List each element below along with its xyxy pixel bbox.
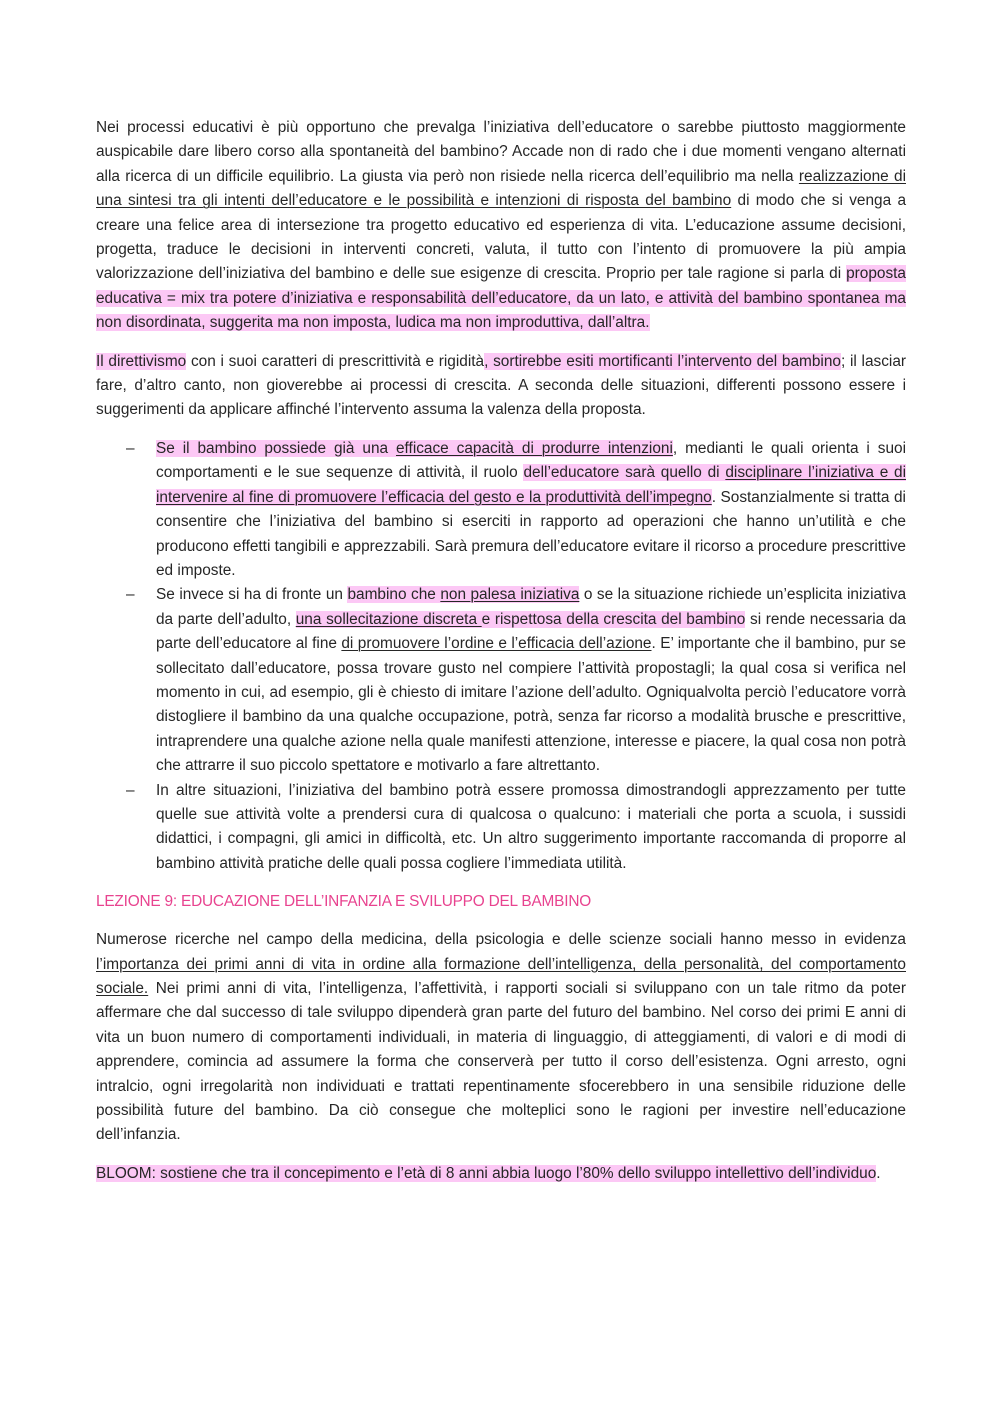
suggestions-list bbox=[96, 437, 906, 876]
paragraph-direttivismo bbox=[96, 350, 906, 423]
paragraph-educational-process bbox=[96, 116, 906, 336]
highlighted-text: dell’educatore sarà quello di bbox=[523, 464, 726, 482]
text-run: con i suoi caratteri di prescrittività e rigidità bbox=[186, 352, 485, 370]
text-run: In altre situazioni, l’iniziativa del bambino potrà essere promossa dimostrandogli apprezzamento per tutte quelle sue attività volte a prendersi cura di qualcosa o qualcuno: i materiali che porta a scuola, i sussidi didattici, i compagni, gli amici in difficoltà, etc. Un altro suggerimento importante raccomanda di proporre al bambino attività pratiche delle quali possa cogliere l’immediata utilità. bbox=[156, 781, 906, 872]
underlined-text: l’importanza dei primi anni di vita in ordine alla formazione dell’intelligenza, della personalità, del comportamento sociale. bbox=[96, 955, 906, 997]
highlighted-text: Il direttivismo bbox=[96, 352, 187, 370]
text-run: Nei primi anni di vita, l’intelligenza, l’affettività, i rapporti sociali si sviluppano con un tale ritmo da poter affermare che dal successo di tale sviluppo dipenderà gran parte del futuro del bambino. Nel corso dei primi E anni di vita un buon numero di comportamenti individuali, in materia di linguaggio, di atteggiamenti, di valori e di modi di apprendere, comincia ad assumere la forma che conserverà per tutto il corso dell’esistenza. Ogni arresto, ogni intralcio, ogni irregolarità non individuati e trattati repentinamente sfocerebbero in una sensibile riduzione delle possibilità future del bambino. Da ciò consegue che molteplici sono le ragioni per investire nell’educazione dell’infanzia. bbox=[96, 980, 906, 1144]
text-run: si rende necessaria da parte dell’educatore al fine bbox=[156, 610, 906, 653]
underlined-text: di promuovere l’ordine e l’efficacia dell’azione bbox=[341, 635, 652, 653]
highlighted-text: e rispettosa della crescita del bambino bbox=[481, 610, 746, 628]
text-run: . bbox=[876, 1164, 881, 1182]
highlighted-underlined-text: una sollecitazione discreta bbox=[295, 610, 482, 628]
highlighted-text: bambino che bbox=[347, 586, 441, 604]
text-run: ; il lasciar fare, d’altro canto, non gioverebbe ai processi di crescita. A seconda delle situazioni, differenti possono essere i suggerimenti da applicare affinché l’intervento assuma la valenza della proposta. bbox=[96, 352, 907, 419]
list-item bbox=[96, 779, 906, 877]
highlighted-text: BLOOM: sostiene che tra il concepimento e l’età di 8 anni abbia luogo l’80% dello sviluppo intellettivo dell’individuo bbox=[96, 1164, 877, 1182]
highlighted-text: proposta educativa = mix tra potere d’iniziativa e responsabilità dell’educatore, da un lato, e attività del bambino spontanea ma non disordinata, suggerita ma non imposta, ludica ma non improduttiva, dall’altra. bbox=[96, 265, 906, 332]
dash-bullet: – bbox=[126, 781, 135, 799]
highlighted-text: , sortirebbe esiti mortificanti l’intervento del bambino bbox=[484, 352, 841, 370]
highlighted-underlined-text: disciplinare l’iniziativa e di intervenire al fine di promuovere l’efficacia del gesto e la produttività dell’impegno bbox=[156, 464, 906, 506]
text-run: di modo che si venga a creare una felice area di intersezione tra progetto educativo ed esperienza di vita. L’educazione assume decisioni, progetta, traduce le decisioni in interventi concreti, valuta, il tutto con l’intento di promuovere la più ampia valorizzazione dell’iniziativa del bambino e delle sue esigenze di crescita. Proprio per tale ragione si parla di bbox=[96, 192, 907, 283]
text-run: Numerose ricerche nel campo della medicina, della psicologia e delle scienze sociali hanno messo in evidenza bbox=[96, 931, 906, 949]
text-run: , medianti le quali orienta i suoi comportamenti e le sue sequenze di attività, il ruolo bbox=[156, 439, 906, 482]
dash-bullet: – bbox=[126, 439, 135, 457]
text-run: . Sostanzialmente si tratta di consentire che l’iniziativa del bambino si eserciti in rapporto ad operazioni che hanno un’utilità e che producono effetti tangibili e apprezzabili. Sarà premura dell’educatore evitare il ricorso a procedure prescrittive ed imposte. bbox=[156, 488, 906, 579]
paragraph-early-childhood bbox=[96, 928, 906, 1148]
underlined-text: realizzazione di una sintesi tra gli intenti dell’educatore e le possibilità e intenzioni di risposta del bambino bbox=[96, 167, 906, 210]
highlighted-text: Se il bambino possiede già una bbox=[156, 439, 396, 457]
lesson-heading: LEZIONE 9: EDUCAZIONE DELL’INFANZIA E SVILUPPO DEL BAMBINO bbox=[96, 893, 592, 911]
highlighted-underlined-text: non palesa iniziativa bbox=[440, 586, 580, 604]
text-run: . E’ importante che il bambino, pur se sollecitato dall’educatore, possa trovare gusto nel compiere l’attività propostagli; la qual cosa si verifica nel momento in cui, ad esempio, gli è chiesto di imitare l’azione dell’adulto. Ogniqualvolta perciò l’educatore vorrà distogliere il bambino da una qualche occupazione, potrà, senza far ricorso a modalità brusche e prescrittive, intraprendere una qualche azione nella quale manifesti attenzione, interesse e piacere, la qual cosa non potrà che attrarre il suo piccolo spettatore e motivarlo a fare altrettanto. bbox=[156, 635, 906, 775]
highlighted-underlined-text: efficace capacità di produrre intenzioni bbox=[395, 439, 673, 457]
list-item bbox=[96, 437, 906, 583]
paragraph-bloom bbox=[96, 1162, 906, 1186]
text-run: Se invece si ha di fronte un bbox=[156, 586, 348, 604]
text-run: o se la situazione richiede un’esplicita iniziativa da parte dell’adulto, bbox=[156, 586, 907, 628]
dash-bullet: – bbox=[126, 586, 135, 604]
text-run: Nei processi educativi è più opportuno che prevalga l’iniziativa dell’educatore o sarebbe piuttosto maggiormente auspicabile dare libero corso alla spontaneità del bambino? Accade non di rado che i due momenti vengano alternati alla ricerca di un difficile equilibrio. La giusta via però non risiede nella ricerca dell’equilibrio ma nella bbox=[96, 119, 906, 185]
list-item bbox=[96, 583, 906, 778]
